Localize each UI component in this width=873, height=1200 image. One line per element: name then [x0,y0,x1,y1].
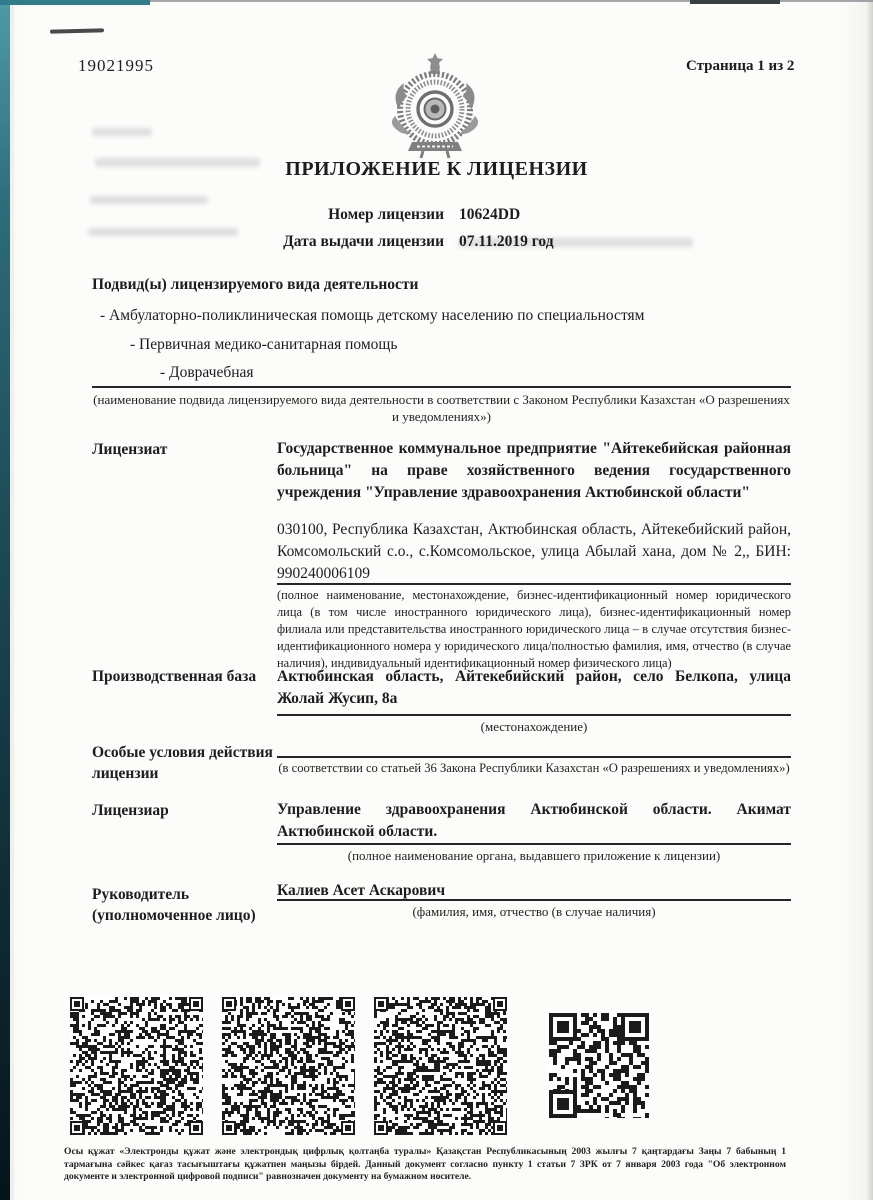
divider-line [277,899,791,901]
divider-line [277,843,791,845]
special-conditions-label: Особые условия действия лицензии [92,744,273,782]
subtype-item: - Первичная медико-санитарная помощь [130,336,398,353]
divider-line [277,756,791,758]
kazakhstan-coat-of-arms-icon [383,52,487,160]
production-base-value: Актюбинская область, Айтекебийский район, село Белкопа, улица Жолай Жусип, 8а [277,668,791,707]
datamatrix-barcode-2 [222,997,355,1135]
production-base-caption: (местонахождение) [480,719,588,734]
license-date-row [248,233,554,251]
document-number: 19021995 [78,56,154,75]
licensor-caption: (полное наименование органа, выдавшего приложение к лицензии) [347,848,721,863]
bleedthrough-smudge [88,228,238,236]
divider-line [92,386,791,388]
licensor-value: Управление здравоохранения Актюбинской области. Акимат Актюбинской области. [277,801,791,840]
scan-edge-top-teal [0,0,150,5]
license-number-value: 10624DD [459,206,521,223]
subtypes-heading: Подвид(ы) лицензируемого вида деятельности [92,276,419,293]
licensee-label: Лицензиат [92,441,168,458]
head-person-label: Руководитель (уполномоченное лицо) [92,886,256,924]
licensee-address: 030100, Республика Казахстан, Актюбинская область, Айтекебийский район, Комсомольский с.о., с.Комсомольское, улица Абылай хана, дом № 2,, БИН: 990240006109 [277,521,791,582]
page-indicator: Страница 1 из 2 [686,58,795,74]
divider-line [277,583,791,585]
divider-line [277,714,791,716]
licensor-label: Лицензиар [92,802,169,819]
pen-mark [50,28,104,33]
head-person-caption: (фамилия, имя, отчество (в случае наличия) [412,904,656,919]
license-number-label: Номер лицензии [328,206,444,223]
legal-footer-text: Осы құжат «Электронды құжат және электрондық цифрлық қолтаңба туралы» Қазақстан Республикасының 2003 жылғы 7 қаңтардағы Заңы 7 бабының 1 тармағына сәйкес қағаз тасығыштағы құжатпен маңызы бірдей. Данный документ согласно пункту 1 статьи 7 ЗРК от 7 января 2003 года "Об электронном документе и электронной цифровой подписи" равнозначен документу на бумажном носителе. [64,1146,786,1182]
licensee-caption: (полное наименование, местонахождение, бизнес-идентификационный номер юридического лица (в том числе иностранного юридического лица), бизнес-идентификационный номер филиала или представительства иностранного юридического лица – в случае отсутствия бизнес-идентификационного номера у юридического лица/полностью фамилия, имя, отчество (в случае наличия), индивидуальный идентификационный номер физического лица) [277,588,791,670]
license-date-value: 07.11.2019 год [459,233,554,250]
subtypes-caption: (наименование подвида лицензируемого вида деятельности в соответствии с Законом Республики Казахстан «О разрешениях и уведомлениях») [93,392,790,424]
page-title: ПРИЛОЖЕНИЕ К ЛИЦЕНЗИИ [285,158,588,180]
datamatrix-barcode-3 [374,997,507,1135]
license-date-label: Дата выдачи лицензии [283,233,444,250]
scan-edge-top-dark [690,0,780,4]
head-person-value: Калиев Асет Аскарович [277,882,446,899]
bleedthrough-smudge [90,196,208,204]
qr-code [549,1013,649,1118]
production-base-label: Производственная база [92,668,257,685]
license-meta [248,206,554,260]
license-number-row [248,206,554,224]
subtype-item: - Доврачебная [160,364,254,381]
bleedthrough-smudge [92,128,152,136]
subtype-item: - Амбулаторно-поликлиническая помощь детскому населению по специальностям [100,307,645,324]
special-conditions-caption: (в соответствии со статьей 36 Закона Республики Казахстан «О разрешениях и уведомлениях») [278,761,790,775]
datamatrix-barcode-1 [70,997,203,1135]
licensee-name: Государственное коммунальное предприятие "Айтекебийская районная больница" на праве хозяйственного ведения государственного учреждения "Управление здравоохранения Актюбинской области" [277,440,791,501]
